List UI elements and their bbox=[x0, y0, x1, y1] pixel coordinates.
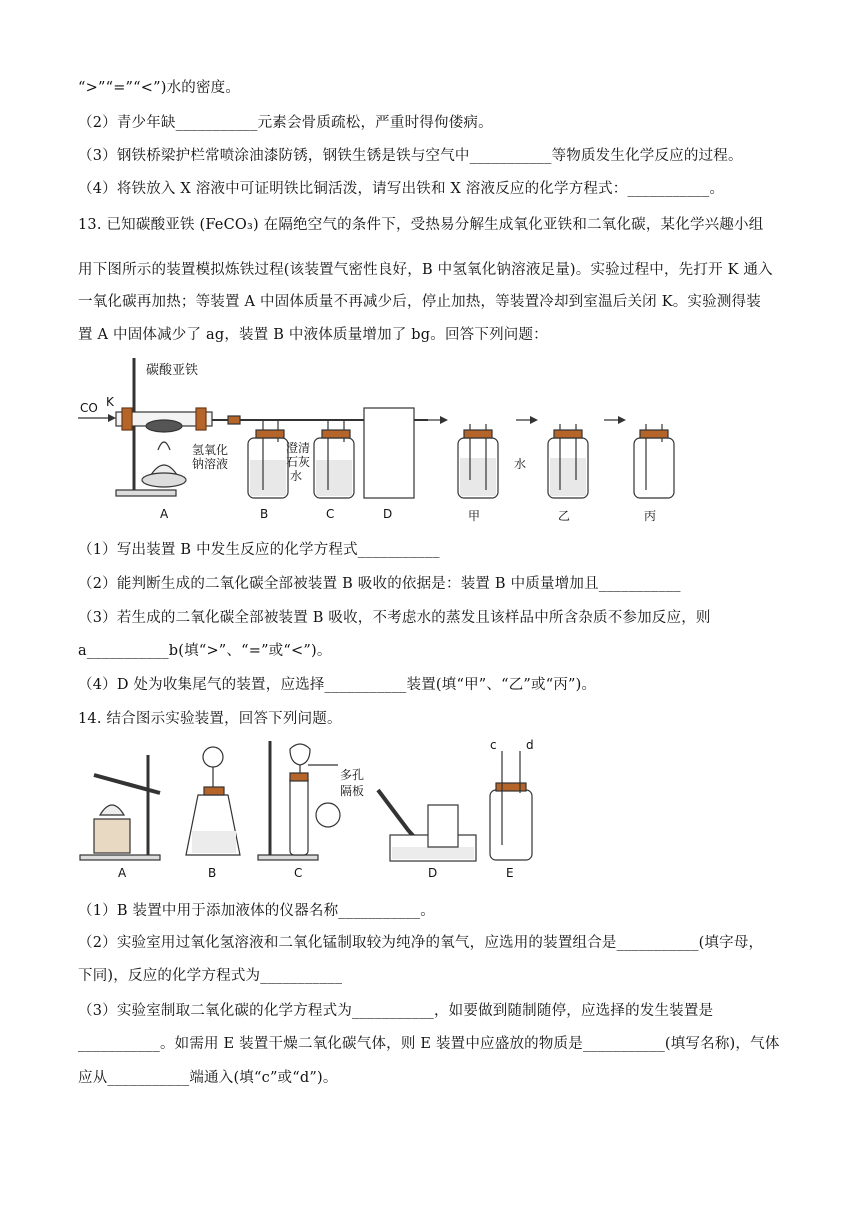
line-3: （3）钢铁桥梁护栏常喷涂油漆防锈，钢铁生锈是铁与空气中___________等物质发生化学反应的过程。 bbox=[78, 148, 743, 164]
naoh-label-2: 钠溶液 bbox=[192, 457, 229, 471]
limewater-label-3: 水 bbox=[290, 469, 303, 483]
fig2-label-a: A bbox=[118, 866, 127, 880]
q14-sub-1: （1）B 装置中用于添加液体的仪器名称___________。 bbox=[78, 903, 435, 919]
q13-sub-2: （2）能判断生成的二氧化碳全部被装置 B 吸收的依据是：装置 B 中质量增加且___________ bbox=[78, 576, 681, 592]
q14-sub-2: （2）实验室用过氧化氢溶液和二氧化锰制取较为纯净的氧气，应选用的装置组合是___________(填字母， bbox=[78, 935, 764, 951]
port-d-label: d bbox=[526, 738, 534, 752]
fig2-label-e: E bbox=[506, 866, 514, 880]
fig1-label-d: D bbox=[383, 507, 393, 521]
fig1-label-jia: 甲 bbox=[468, 509, 481, 523]
port-c-label: c bbox=[490, 738, 497, 752]
line-4: （4）将铁放入 X 溶液中可证明铁比铜活泼，请写出铁和 X 溶液反应的化学方程式：___________。 bbox=[78, 181, 725, 197]
apparatus-figure-2 bbox=[78, 735, 558, 880]
limewater-label-1: 澄清 bbox=[286, 441, 311, 455]
apparatus-figure-1 bbox=[78, 350, 718, 530]
fig1-label-yi: 乙 bbox=[558, 509, 571, 523]
water-label: 水 bbox=[514, 457, 527, 471]
q13-line-4: 置 A 中固体减少了 ag，装置 B 中液体质量增加了 bg。回答下列问题： bbox=[78, 327, 548, 343]
q14-sub-3c: 应从___________端通入(填“c”或“d”)。 bbox=[78, 1070, 338, 1086]
stand-base bbox=[116, 490, 176, 496]
sample-label: 碳酸亚铁 bbox=[146, 363, 199, 378]
q13-line-1: 13. 已知碳酸亚铁 (FeCO₃) 在隔绝空气的条件下，受热易分解生成氧化亚铁和二氧化碳，某化学兴趣小组 bbox=[78, 217, 764, 233]
porous-plate-label-2: 隔板 bbox=[340, 784, 365, 798]
fig2-label-d: D bbox=[428, 866, 438, 880]
q13-sub-1: （1）写出装置 B 中发生反应的化学方程式___________ bbox=[78, 542, 440, 558]
q13-line-2: 用下图所示的装置模拟炼铁过程(该装置气密性良好，B 中氢氧化钠溶液足量)。实验过程中，先打开 K 通入 bbox=[78, 262, 773, 278]
q14-sub-2b: 下同)，反应的化学方程式为___________ bbox=[78, 968, 343, 984]
q13-line-3: 一氧化碳再加热；等装置 A 中固体质量不再减少后，停止加热，等装置冷却到室温后关闭 K。实验测得装 bbox=[78, 294, 761, 310]
fig2-label-c: C bbox=[294, 866, 303, 880]
fig1-label-b: B bbox=[260, 507, 269, 521]
q13-sub-3: （3）若生成的二氧化碳全部被装置 B 吸收，不考虑水的蒸发且该样品中所含杂质不参加反应，则 bbox=[78, 610, 711, 626]
q13-sub-4: （4）D 处为收集尾气的装置，应选择___________装置(填“甲”、“乙”或“丙”)。 bbox=[78, 677, 597, 693]
q14-sub-3b: ___________。如需用 E 装置干燥二氧化碳气体，则 E 装置中应盛放的物质是___________(填写名称)，气体 bbox=[78, 1036, 780, 1052]
k-label: K bbox=[106, 395, 114, 409]
fig1-label-c: C bbox=[326, 507, 335, 521]
q14-sub-3: （3）实验室制取二氧化碳的化学方程式为___________，如要做到随制随停，应选择的发生装置是 bbox=[78, 1003, 714, 1019]
fig1-label-a: A bbox=[160, 507, 169, 521]
line-2: （2）青少年缺___________元素会骨质疏松，严重时得佝偻病。 bbox=[78, 115, 493, 131]
q14-title: 14. 结合图示实验装置，回答下列问题。 bbox=[78, 711, 342, 727]
limewater-label-2: 石灰 bbox=[286, 455, 311, 469]
naoh-label-1: 氢氧化 bbox=[192, 443, 229, 457]
fig2-label-b: B bbox=[208, 866, 217, 880]
co-label: CO bbox=[80, 401, 98, 415]
line-1: “>”“=”“<”)水的密度。 bbox=[78, 80, 241, 96]
porous-plate-label-1: 多孔 bbox=[340, 768, 365, 782]
q13-sub-3b: a___________b(填“>”、“=”或“<”)。 bbox=[78, 643, 332, 659]
fig1-label-bing: 丙 bbox=[644, 509, 657, 523]
